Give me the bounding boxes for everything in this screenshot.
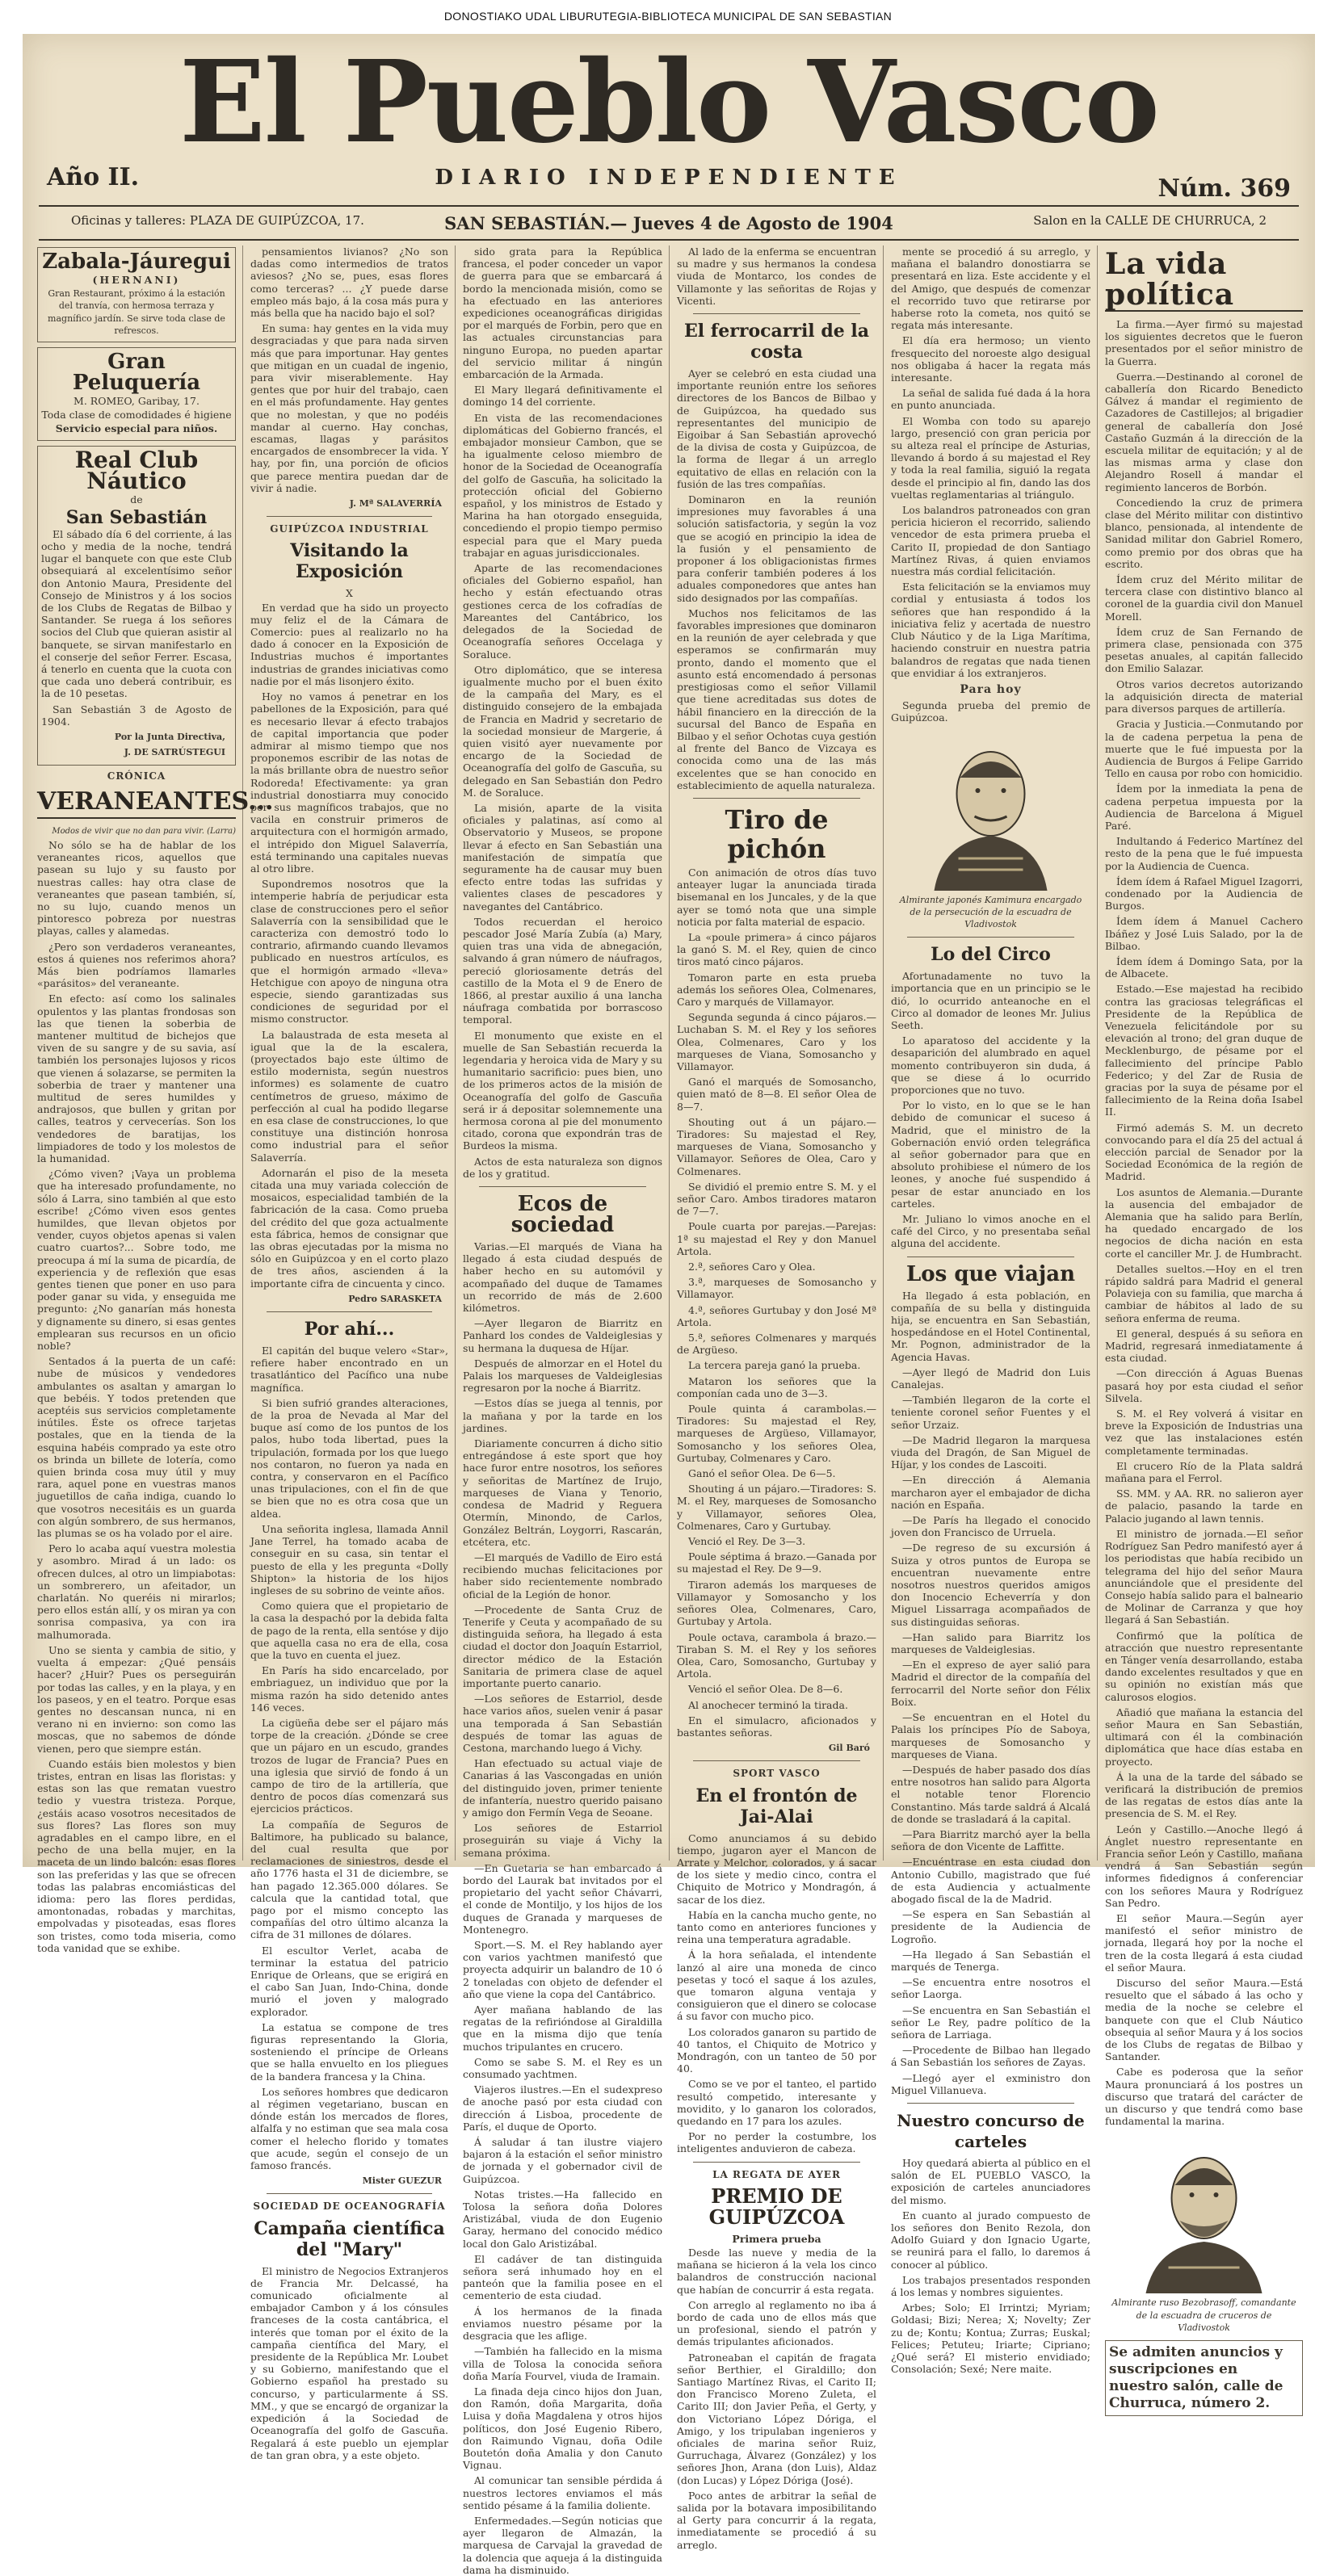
paragraph: El general, después á su señora en Madrid, regresará inmediatamente á esta ciudad. [1105,1327,1303,1365]
ad-title: San Sebastián [65,506,208,528]
signature: J. Mª SALAVERRÍA [349,498,442,510]
paragraph: —De París ha llegado el conocido joven don Francisco de Urruela. [891,1514,1090,1539]
masthead-rule [39,205,1299,207]
paragraph: —En el expreso de ayer salió para Madrid el director de la compañía del ferrocarril del Norte señor don Félix Boix. [891,1659,1090,1708]
paragraph: Ganó el señor Olea. De 6—5. [688,1467,836,1480]
column-4 [677,245,876,2551]
paragraph: La misión, aparte de la visita oficiales y palatinas, así como al Observatorio y Museos, se propone llevar á efecto en San Sebastián una manifestación de simpatía que seguramente ha de causar muy buen efecto entre todas las sufridas y valientes clases de pescadores y navegantes del Cantábrico. [463,801,662,913]
paragraph: Hoy no vamos á penetrar en los pabellones de la Exposición, para qué es necesario llevar á efecto trabajos de capital importancia que poder admirar al mismo tiempo que nos proponemos escribir de las notas de la más brillante obra de nuestro señor Rodoreda! Efectivamente: ya gran industrial donostiarra muy conocido por sus magníficos trabajos, que no vacila en construir primeros de arquitectura con el hormigón armado, el intrépido don Miguel Salaverría, está terminando una capitales nuevas al otro libre. [250,690,448,875]
paragraph: Había en la cancha mucho gente, no tanto como en anteriores funciones y reina una temperatura agradable. [677,1908,876,1946]
paragraph: Otros varios decretos autorizando la adquisición directa de material para diversos parques de artillería. [1105,678,1303,715]
paragraph: Ídem cruz del Mérito militar de tercera clase con distintivo blanco al coronel de la guardia civil don Manuel Morell. [1105,573,1303,623]
paragraph: Como anunciamos á su debido tiempo, jugaron ayer el Mancon de Arrate y Melchor, colorados, y á sacar de los siete y medio cinco, contra el Chiquito de Motrico y Mondragón, á sacar de los diez. [677,1831,876,1906]
ad-text: Servicio especial para niños. [55,422,218,435]
paragraph: —Con dirección á Aguas Buenas pasará hoy por esta ciudad el señor Silvela. [1105,1367,1303,1404]
column-divider [669,245,670,1861]
separator [479,1186,646,1187]
paragraph: La balaustrada de esta meseta al igual que la de la escalera, (proyectados bajo este último de estilo modernista, según nuestros informes) es solamente de cuatro centímetros de grueso, máximo de perfección al cual ha podido llegarse en esa clase de construcciones, lo que constituye una distinción honrosa como industrial para el señor Salaverría. [250,1028,448,1164]
article-title: La vida política [1105,249,1303,312]
dateline-rule [39,239,1299,241]
paragraph: Como quiera que el propietario de la casa la despachó por la debida falta de pago de la renta, ella sentóse y dijo que aquella casa no era de ella, cosa que la tuvo en cuenta el juez. [250,1600,448,1661]
section-label: LA REGATA DE AYER [712,2168,841,2180]
paragraph: Concediendo la cruz de primera clase del Mérito militar con distintivo blanco, pensionada, al intendente de Sanidad militar don Gabriel Romero, como premio por dos obras que ha escrito. [1105,496,1303,570]
ad-text: Gran Restaurant, próximo á la estación del tranvía, con hermosa terraza y magnífico jardín. Se sirve toda clase de refrescos. [48,288,225,336]
paragraph: Segunda segunda á cinco pájaros.—Luchaban S. M. el Rey y los señores Olea, Colmenares, Caro y los marqueses de Viana, Somosancho y Villamayor. [677,1011,876,1072]
article-title: En el frontón de Jai-Alai [695,1785,858,1827]
paragraph: El Womba con todo su aparejo largo, presenció con gran pericia por su alteza real el príncipe de Asturias, llevando á bordo á su majestad el Rey y toda la real familia, siguió la regata desde el principio al fin, dando las dos vueltas reglamentarias al triángulo. [891,414,1090,501]
paragraph: Añadió que mañana la estancia del señor Maura en San Sebastián, ultimará con él la combinación diplomática que hace días estaba en proyecto. [1105,1705,1303,1768]
paragraph: 3.ª, marqueses de Somosancho y Villamayor. [677,1276,876,1301]
paragraph: El monumento que existe en el muelle de San Sebastián recuerda la legendaria y heroica vida de Mary y su humanitario sacrificio: pues bien, uno de los primeros actos de la misión de Oceanografía del golfo de Gascuña será ir á depositar solemnemente una hermosa corona al pie del monumento citado, corona que expondrán tras de Burdeos la misma. [463,1029,662,1152]
article-title: Los que viajan [906,1261,1075,1286]
section-label: GUIPÚZCOA INDUSTRIAL [270,523,429,535]
paragraph: Actos de esta naturaleza son dignos de los y gratitud. [463,1155,662,1180]
paragraph: La compañía de Seguros de Baltimore, ha publicado su balance, del cual resulta que por reclamaciones de siniestros, desde el año 1776 hasta el 31 de diciembre, se han pagado 12.365.000 dólares. Se calcula que la cantidad total, que pago por el mismo concepto las compañías del otro último alcanza la cifra de 31 millones de dólares. [250,1818,448,1941]
paragraph: —Encuéntrase en esta ciudad don Antonio Cubillo, magistrado que fué de esta Audiencia y actualmente abogado fiscal de la de Madrid. [891,1856,1090,1905]
paragraph: La estatua se compone de tres figuras representando la Gloria, sosteniendo el príncipe de Orleans que se halla envuelto en los pliegues de la bandera francesa y la China. [250,2020,448,2083]
paragraph: —Ha llegado á San Sebastián el marqués de Tenerga. [891,1948,1090,1973]
paragraph: Enfermedades.—Según noticias que ayer llegaron de Almazán, la marquesa de Carvajal la gravedad de la dolencia que aqueja á la distinguida dama ha disminuido. [463,2514,662,2576]
paragraph: Ídem por la inmediata la pena de cadena perpetua impuesta por la Audiencia de Barcelona á Miguel Paré. [1105,782,1303,832]
portrait-illustration [899,729,1082,891]
separator [693,798,860,799]
paragraph: Los señores de Estarriol proseguirán su viaje á Vichy la semana próxima. [463,1822,662,1859]
paragraph: La cigüeña debe ser el pájaro más torpe de la creación. ¿Dónde se cree que un pájaro en un escudo, grandes trozos de lugar de Francia? Pues en una iglesia que sirvió de fondo á un campo de tiro de la artillería, que dentro de pocos días comenzará sus ejercicios prácticos. [250,1716,448,1815]
subheading: Para hoy [960,682,1022,696]
paragraph: En verdad que ha sido un proyecto muy feliz el de la Cámara de Comercio: pues al realizarlo no ha dado á conocer en la Exposición de Industrias muchos é importantes industrias de grandes iniciativas como nadie por el más lisonjero éxito. [250,601,448,687]
article-title: Lo del Circo [931,944,1051,966]
paragraph: Aparte de las recomendaciones oficiales del Gobierno español, han hecho y están efectuando otras gestiones cerca de los cofradías de Mareantes del Cantábrico, los delegados de la Sociedad de Oceanografía señores Occelaga y Soraluce. [463,562,662,661]
paragraph: Como se sabe S. M. el Rey es un consumado yachtmen. [463,2055,662,2081]
paragraph: Supondremos nosotros que la intemperie habría de perjudicar esta clase de construcciones pero el señor Salaverría con la sensibilidad que le caracteriza con demostró todo lo contrario, afirmando cuando llevamos publicado en nuestros artículos, es que el hormigón armado «lleva» Hetchigue con apoyo de ninguna otra especie, siendo garantizadas sus condiciones de seguridad por el mismo constructor. [250,878,448,1026]
portrait-bezobrasoff [1113,2132,1295,2293]
paragraph: —Se encuentra entre nosotros el señor Laorga. [891,1976,1090,2001]
paragraph: —Para Biarritz marchó ayer la bella señora de don Vicente de Laffitte. [891,1827,1090,1853]
paragraph: Como se ve por el tanteo, el partido resultó competido, interesante y movidito, y lo ganaron los colorados, quedando en 17 para los azules. [677,2078,876,2127]
article-subtitle: Primera prueba [732,2232,821,2245]
paragraph: Dominaron en la reunión impresiones muy favorables á una solución satisfactoria, y según la voz que se acogió en principio la idea de la fusión y el pensamiento de proponer á los obligacionistas firmes para conferir también poderes á los aduales componedores que antes han sido designados por las compañías. [677,493,876,604]
paragraph: Arbes; Solo; El Irrintzi; Myriam; Goldasi; Bizi; Nerea; X; Novelty; Zer zu de; Kontu; Kontua; Zurras; Euskal; Felices; Petuteu; Iriarte; Cipriano; ¿Qué será? El misterio envidiado; Consolación; Sexé; Nere maite. [891,2301,1090,2376]
paragraph: Poule quinta á carambolas.—Tiradores: Su majestad el Rey, marqueses de Argüeso, Villamayor, Somosancho y los señores Olea, Gurtubay, Colmenares y Caro. [677,1403,876,1464]
paragraph: Firmó además S. M. un decreto convocando para el día 25 del actual á elección parcial de Senador por la Sociedad Económica de la región de Madrid. [1105,1121,1303,1183]
column-6 [1105,245,1303,2412]
paragraph: Al comunicar tan sensible pérdida á nuestros lectores enviamos el más sentido pésame á la familia doliente. [463,2474,662,2511]
archive-banner: DONOSTIAKO UDAL LIBURUTEGIA-BIBLIOTECA MUNICIPAL DE SAN SEBASTIAN [0,0,1336,32]
portrait-kamimura [899,729,1082,891]
paragraph: Los señores hombres que dedicaron al régimen vegetariano, buscan en dónde están los mercados de flores, alfalfa y no estiman que sea mala cosa comer el helecho florido y tomates que acude, según el consejo de un famoso francés. [250,2085,448,2172]
paragraph: Adornarán el piso de la meseta citada una muy variada colección de mosaicos, especialidad también de la fabricación de la casa. Como prueba del crédito del que goza actualmente esta fábrica, hemos de consignar que las obras ejecutadas por la misma no sólo en Guipúzcoa y en el corto plazo de tres años, ascienden á la importante cifra de cincuenta y cinco. [250,1166,448,1290]
paragraph: Confirmó que la política de atracción que nuestro representante en Tánger venía desarrollando, estaba dando excelentes resultados y que en su opinión no existían más que calurosos elogios. [1105,1629,1303,1703]
separator [267,1311,432,1312]
paragraph: Hoy quedará abierta al público en el salón de EL PUEBLO VASCO, la exposición de carteles anunciadores del mismo. [891,2156,1090,2206]
paragraph: 2.ª, señores Caro y Olea. [688,1261,816,1273]
ad-text: Toda clase de comodidades é higiene [41,409,232,422]
paragraph: —El marqués de Vadillo de Eiro está recibiendo muchas felicitaciones por haber sido recientemente nombrado oficial de la Legión de honor. [463,1550,662,1601]
paragraph: En vista de las recomendaciones diplomáticas del Gobierno francés, el embajador monsieur Cambon, que se ha igualmente celoso miembro de honor de la Sociedad de Oceanografía del golfo de Gascuña, ha solicitado la protección oficial del Gobierno español, y los ministros de Estado y Marina ha han otorgado enseguida, concediendo el propio tiempo permiso especial para que el Mary pueda trabajar en aguas jurisdiccionales. [463,411,662,559]
paragraph: En el simulacro, aficionados y bastantes señoras. [677,1714,876,1739]
paragraph: Ganó el marqués de Somosancho, quien mató de 8—8. El señor Olea de 8—7. [677,1076,876,1113]
paragraph: Todos recuerdan el heroico pescador José María Zubía (a) Mary, quien tras una vida de abnegación, salvando á gran número de náufragos, pereció gloriosamente detrás del castillo de la Mota el 9 de Enero de 1866, al prestar auxilio á una lancha náufraga combatida por borrascoso temporal. [463,915,662,1026]
paragraph: No sólo se ha de hablar de los veraneantes ricos, aquellos que pasean su lujo y su fausto por nuestras calles: hay otra clase de veraneantes que pasean también, sí, no su lujo, cuando menos un pintoresco pobreza por nuestras playas, calles y alamedas. [37,838,236,938]
subscription-ad: Se admiten anuncios y suscripciones en nuestro salón, calle de Churruca, número 2. [1105,2340,1303,2416]
separator [693,2162,860,2163]
paragraph: Otro diplomático, que se interesa igualmente mucho por el buen éxito de la campaña del Mary, es el distinguido consejero de la embajada de Francia en Madrid y secretario de la sociedad monsieur de Margerie, á quien visitó ayer nuevamente por encargo de la Sociedad de Oceanografía del golfo de Gascuña, su delegado en San Sebastián don Pedro M. de Soraluce. [463,663,662,799]
signature: Mister GUEZUR [362,2175,442,2187]
paragraph: Viajeros ilustres.—En el sudexpreso de anoche pasó por esta ciudad con dirección á Lisboa, procedente de París, el duque de Oporto. [463,2083,662,2133]
article-title: Por ahí... [304,1319,395,1340]
paragraph: Tiraron además los marqueses de Villamayor y Somosancho y los señores Olea, Colmenares, Caro, Gurtubay y Artola. [677,1578,876,1628]
paragraph: Segunda prueba del premio de Guipúzcoa. [891,699,1090,724]
paragraph: 5.ª, señores Colmenares y marqués de Argüeso. [677,1332,876,1357]
paragraph: Shouting á un pájaro.—Tiradores: S. M. el Rey, marqueses de Somosancho y Villamayor, señores Olea, Colmenares, Caro y Gurtubay. [677,1483,876,1532]
paragraph: El ministro de Negocios Extranjeros de Francia Mr. Delcassé, ha comunicado oficialmente al embajador Cambon y á los cónsules franceses de la costa cantábrica, el interés que toman por el éxito de la campaña científica del Mary, el presidente de la República Mr. Loubet y su Gobierno, manifestando que el Gobierno español ha prestado su concurso, y particularmente á SS. MM., y que se encargó de organizar la expedición á la Sociedad de Oceanografía del golfo de Gascuña. Regalará á este pueblo un ejemplar de tan gran obra, y a este objeto. [250,2264,448,2461]
paragraph: En suma: hay gentes en la vida muy desgraciadas y que para nada sirven más que para importunar. Hay gentes que mitigan en un cuadal de ingenio, para vivir miserablemente. Hay gentes que por huir del trabajo, caen en el más profundamente. Hay gentes que no molestan, y que no podéis mandar al cuerno. Hay conchas, escamas, llagas y parásitos encargados de ensombrecer la vida. Y hay, por fin, una porción de oficios que parece mentira puedan dar de vivir á nadie. [250,322,448,494]
paragraph: Gracia y Justicia.—Conmutando por la de cadena perpetua la pena de muerte que le fué impuesta por la Audiencia de Burgos á Felipe Garrido Tello en causa por robo con homicidio. [1105,718,1303,780]
paragraph: —Ayer llegaron de Biarritz en Panhard los condes de Valdeiglesias y su hermana la duquesa de Híjar. [463,1317,662,1354]
paragraph: Poco antes de arbitrar la señal de salida por la botavara imposibilitando al Gerty para concurrir á la regata, inmediatamente se procedió á su arreglo. [677,2489,876,2551]
paragraph: —De regreso de su excursión á Suiza y otros puntos de Europa se encuentran nuevamente entre nosotros nuestros queridos amigos don Inocencio Echeverría y don Miguel Lissarraga acompañados de sus distinguidas señoras. [891,1542,1090,1628]
paragraph: ¿Pero son verdaderos veraneantes, estos á quienes nos referimos ahora? Más bien podríamos llamarles «parásitos» del veraneante. [37,940,236,990]
paragraph: ¿Cómo viven? ¡Vaya un problema que ha interesado profundamente, no sólo á Larra, sino también al que esto escribe! ¿Cómo viven esos gentes humildes, que llevan objetos por vender, cuyos objetos apenas si valen cuatro cuartos?... Sobre todo, me preocupa á mí la suma de picardía, de experiencia y de reflexión que esas gentes tienen que poner en uso para poder ganar su vida, y enseguida me pregunto: ¿No ganarían más honesta y dignamente su dinero, si esas gentes emplearan sus recursos en un oficio noble? [37,1168,236,1353]
paragraph: Cuando estáis bien molestos y bien tristes, entran en lisas las floristas: y estas son las que rematan vuestro tedio y vuestra tristeza. Porque, ¿estáis acaso vosotros necesitados de sus flores? Las flores son muy agradables en el campo libre, en el pecho de una bella mujer, en la maceta de un lindo balcón: esas flores son las preferidas y las que se ofrecen todas las palabras encomiásticas del idioma: pero las flores perdidas, amontonadas, robadas y marchitas, empolvadas y pisoteadas, esas flores son tristes, como toda miseria, como toda vanidad que se exhibe. [37,1757,236,1954]
paragraph: 4.ª, señores Gurtubay y don José Mª Artola. [677,1303,876,1328]
paragraph: León y Castillo.—Anoche llegó á Ánglet nuestro representante en Francia señor León y Castillo, mañana vendrá á San Sebastián según informes fidedignos á conferenciar con los señores Maura y Rodríguez San Pedro. [1105,1823,1303,1909]
ad-peluqueria [37,347,236,441]
article-title: Campaña científica del "Mary" [254,2217,445,2260]
paragraph: Tomaron parte en esta prueba además los señores Olea, Colmenares, Caro y marqués de Villamayor. [677,971,876,1008]
paragraph: Esta felicitación se la enviamos muy cordial y entusiasta á todos los señores que han respondido á la iniciativa feliz y acertada de nuestro Club Náutico y de la Liga Marítima, haciendo construir en nuestra patria balandros de regatas que nada tienen que envidiar á los extranjeros. [891,581,1090,679]
paragraph: Una señorita inglesa, llamada Annil Jane Terrel, ha tomado acaba de conseguir en su casa, sin tentar el puesto de ella y les pregunta «Dolly Shipton» la historia de los hijos ingleses de su sobrino de veinte años. [250,1522,448,1596]
dateline: SAN SEBASTIÁN.— Jueves 4 de Agosto de 1904 [444,213,893,233]
separator [907,937,1074,938]
paragraph: —También ha fallecido en la misma villa de Tolosa la conocida señora doña María Fourvel, viuda de Iramain. [463,2345,662,2382]
ad-zabala [37,247,236,342]
issue-number: Núm. 369 [1157,174,1291,203]
paragraph: Después de almorzar en el Hotel du Palais los marqueses de Valdeiglesias regresaron por la noche á Biarritz. [463,1357,662,1395]
paragraph: Notas tristes.—Ha fallecido en Tolosa la señora doña Dolores Aristizábal, viuda de don Eugenio Garay, hermano del conocido médico local don Galo Aristizábal. [463,2188,662,2250]
paragraph: El día era hermoso; un viento fresquecito del noroeste algo desigual nos obligaba á hacer la regata más interesante. [891,334,1090,384]
ad-title: Real Club Náutico [74,446,199,494]
portrait-illustration [1113,2132,1295,2293]
paragraph: —También llegaron de la corte el teniente coronel señor Fuentes y el señor Urzaiz. [891,1394,1090,1431]
ad-subtitle: (HERNANI) [92,274,181,286]
paragraph: El capitán del buque velero «Star», refiere haber encontrado en un trasatlántico del Pacífico una nube magnífica. [250,1345,448,1394]
salon-line: Salon en la CALLE DE CHURRUCA, 2 [1033,213,1267,228]
paragraph: —Se encuentra en San Sebastián el señor Le Rey, padre político de la señora de Larriaga. [891,2003,1090,2041]
paragraph: Venció el Rey. De 3—3. [688,1535,806,1548]
paragraph: Pero lo acaba aquí vuestra molestia y asombro. Mirad á un lado: os ofrecen dulces, al otro un limpiabotas: un sombrerero, un afeitador, un charlatán. No queréis ni mirarlos; pero ellos están allí, y os miran ya con sonrisa compasiva, ya con ira malhumorada. [37,1542,236,1641]
paragraph: Indultando á Federico Martínez del resto de la pena que le fué impuesta por la Audiencia de Cuenca. [1105,835,1303,872]
masthead-subtitle: DIARIO INDEPENDIENTE [435,166,903,190]
paragraph: En cuanto al jurado compuesto de los señores don Benito Rezola, don Adolfo Guiard y don Ignacio Ugarte, se reunirá para el fallo, lo daremos á conocer al público. [891,2209,1090,2271]
paragraph: Por lo visto, en lo que se le han debido de comunicar el suceso á Madrid, que el ministro de la Gobernación envió orden telegráfica al señor gobernador para que en absoluto prohibiese el número de los leones, y anoche fué suspendido á pesar de estar anunciado en los carteles. [891,1099,1090,1210]
paragraph: El cadáver de tan distinguida señora será inhumado hoy en el panteón que la familia posee en el cementerio de esta ciudad. [463,2252,662,2302]
paragraph: Lo aparatoso del accidente y la desaparición del alumbrado en aquel momento contribuyeron sin duda, á que se diese á lo ocurrido proporciones que no tuvo. [891,1034,1090,1096]
paragraph: Por no perder la costumbre, los inteligentes anduvieron de cabeza. [677,2130,876,2155]
paragraph: El ministro de jornada.—El señor Rodríguez San Pedro manifestó ayer á los periodistas que había recibido un telegrama del hijo del señor Maura anunciándole que el presidente del Consejo había salido para el balneario de Molinar de Carranza y que hoy llegará á San Sebastián. [1105,1527,1303,1626]
paragraph: —En dirección á Alemania marcharon ayer el embajador de dicha nación en España. [891,1474,1090,1511]
newspaper-page [23,34,1315,2576]
separator [267,2193,432,2194]
paragraph: —Los señores de Estarriol, desde hace varios años, suelen venir á pasar una temporada á San Sebastián después de tomar las aguas de Cestona, marchando luego á Vichy. [463,1693,662,1754]
paragraph: Han efectuado su actual viaje de Canarias á las Vascongadas en unión del distinguido joven, primer teniente de infantería, nuestro querido paisano y amigo don Fermín Vega de Seoane. [463,1757,662,1819]
paragraph: La firma.—Ayer firmó su majestad los siguientes decretos que le fueron presentados por el señor ministro de la Guerra. [1105,318,1303,367]
column-divider [455,245,456,1861]
ad-date: San Sebastián 3 de Agosto de 1904. [41,703,232,728]
paragraph: Patroneaban el capitán de fragata señor Berthier, el Giraldillo; don Santiago Martínez Rivas, el Carito II; don Francisco Moreno Zuleta, el Carito III; don Javier Peña, el Gerty, y don Victoriano López Dóriga, el Amigo, y los tripulaban ingenieros y oficiales de marina señor Ruiz, Gurruchaga, Álvarez (González) y los señores Jhon, Arana (don Luis), Aldaz (don Lucas) y López Dóriga (José). [677,2351,876,2486]
paragraph: Los colorados ganaron su partido de 40 tantos, el Chiquito de Motrico y Mondragón, con un tanteo de 50 por 40. [677,2025,876,2075]
paragraph: Mataron los señores que la componían cada uno de 3—3. [677,1374,876,1399]
paragraph: Si bien sufrió grandes alteraciones, de la proa de Nevada al Mar del buque así como de los puntos de los palos, hubo toda libertad, pues la tripulación, formada por los que luego nos contaron, no fueron ya nada en contra, y conservaron en el Pacífico unas tripulaciones, con el fin de que se bien que no es otra cosa que un aldea. [250,1396,448,1520]
paragraph: Uno se sienta y cambia de sitio, y vuelta á empezar: ¿Qué pensáis hacer? ¿Huir? Pues os perseguirán por todas las calles, y en la playa, y en los paseos, y en el teatro. Porque esas gentes no descansan nunca, ni en verano ni en invierno: son como las moscas, que no sabemos de dónde vienen, pero que siempre están. [37,1643,236,1755]
paragraph: Ayer mañana hablando de las regatas de la refirióndose al Giraldilla que en la misma dijo que tenía muchos tripulantes en crucero. [463,2003,662,2053]
paragraph: Detalles sueltos.—Hoy en el tren rápido saldrá para Madrid el general Polavieja con su familia, que marcha á cambiar de hábitos al lado de su señora enferma de reuma. [1105,1262,1303,1324]
article-title: VERANEANTES... [37,787,236,819]
paragraph: La señal de salida fué dada á la hora en punto anunciada. [891,387,1090,412]
paragraph: Los trabajos presentados responden á los lemas y nombres siguientes. [891,2273,1090,2299]
article-title: PREMIO DE GUIPÚZCOA [708,2184,845,2229]
column-5 [891,245,1090,2376]
column-divider [883,245,884,1861]
column-2 [250,245,448,2461]
separator [267,516,432,517]
paragraph: La «poule primera» á cinco pájaros la ganó S. M. el Rey, quien de cinco tiros mató cinco pájaros. [677,930,876,968]
paragraph: Sentados á la puerta de un café: nube de músicos y vendedores ambulantes os asaltan y amargan lo que bebéis. Y todos pretenden que aceptéis sus servicios completamente inútiles. Éste os ofrece tarjetas postales, que en la tienda de la esquina habéis comprado ya este otro os brinda un billete de lotería, como quien brinda cosa muy útil y muy rara, aquel pone en vuestras manos juguetillos de caña indiga, cuando lo que vosotros necesitáis es un guarda con algún sombrero, de sus hermanos, las plumas se os ha volado por el aire. [37,1355,236,1540]
paragraph: —Después de haber pasado dos días entre nosotros han salido para Algorta el notable tenor Florencio Constantino. Más tarde saldrá á Alcalá de donde se trasladará á la capital. [891,1763,1090,1825]
paragraph: Al lado de la enferma se encuentran su madre y sus hermanos la condesa viuda de Montarco, los condes de Villamonte y las señoritas de Rojas y Vicenti. [677,245,876,307]
column-3 [463,245,662,2576]
paragraph: Ha llegado á esta población, en compañía de su bella y distinguida hija, se encuentra en San Sebastián, hospedándose en el Hotel Continental, Mr. Pognon, administrador de la Agencia Havas. [891,1289,1090,1363]
paragraph: La tercera pareja ganó la prueba. [688,1359,861,1372]
separator [907,2103,1074,2104]
ad-text: de [130,493,143,506]
signature: Pedro SARASKETA [348,1293,442,1304]
article-title: Visitando la Exposición [290,540,409,583]
paragraph: Cabe es poderosa que la señor Maura pronunciará á los postres un discurso que tratará del carácter de un discurso y que tendrá como base fundamental la marina. [1105,2066,1303,2128]
paragraph: Estado.—Ese majestad ha recibido contra las graciosas telegráficas el Presidente de la República de Venezuela felicitándole por su elevación al trono; del gran duque de Mecklenburgo, de pésame por el fallecimiento del príncipe Pablo Federico; y del Zar de Rusia de gracias por la suya de pésame por el fallecimiento de la Reina doña Isabel II. [1105,983,1303,1118]
paragraph: Mr. Juliano lo vimos anoche en el café del Circo, y no presentaba señal alguna del accidente. [891,1212,1090,1250]
paragraph: —De Madrid llegaron la marquesa viuda del Dragón, de San Miguel de Híjar, y los condes de Lascoiti. [891,1433,1090,1471]
paragraph: Afortunadamente no tuvo la importancia que en un principio se le dió, lo ocurrido anteanoche en el Circo al domador de leones Mr. Julius Seeth. [891,970,1090,1031]
masthead-title: El Pueblo Vasco [179,36,1158,169]
paragraph: S. M. el Rey volverá á visitar en breve la Exposición de Industrias una vez que las instalaciones estén completamente terminadas. [1105,1408,1303,1457]
ad-club-nautico [37,446,236,766]
paragraph: Poule séptima á brazo.—Ganada por su majestad el Rey. De 9—9. [677,1550,876,1575]
column-1 [37,245,274,1954]
article-title: Tiro de pichón [725,803,829,864]
ad-address: M. ROMEO, Garibay, 17. [74,395,200,408]
paragraph: —Ayer llegó de Madrid don Luis Canalejas. [891,1366,1090,1391]
paragraph: Los asuntos de Alemania.—Durante la ausencia del embajador de Alemania que ha salido para Berlín, ha quedado encargado de los negocios de dicha nación en esta corte el canciller Mr. J. de Humbracht. [1105,1185,1303,1260]
paragraph: mente se procedió á su arreglo, y mañana el balandro donostiarra se presentará en liza. Este accidente y el del Amigo, que después de comenzar el recorrido tuvo que retirarse por haberse roto la cometa, nos quitó se regata más interesante. [891,245,1090,332]
paragraph: —Se encuentran en el Hotel du Palais los príncipes Pío de Saboya, marqueses de Somosancho y marqueses de Viana. [891,1711,1090,1760]
paragraph: —Estos días se juega al tennis, por la mañana y por la tarde en los jardines. [463,1397,662,1434]
paragraph: Desde las nueve y media de la mañana se hicieron á la vela los cinco balandros de construcción nacional que habían de concurrir á esta regata. [677,2247,876,2296]
column-divider [1097,245,1098,1861]
paragraph: El escultor Verlet, acaba de terminar la estatua del patricio Enrique de Orleans, que se erigirá en el cabo San Juan, Indo-China, donde murió el joven y malogrado explorador. [250,1944,448,2018]
paragraph: Diariamente concurren á dicho sitio entregándose á este sport que hoy hace furor entre nosotros, los señores y señoritas de Martínez de Irujo, marqueses de Viana y Tenorio, condesa de Madrid y Reguera Otermín, Minondo, de Carlos, González Beltrán, Loygorri, Rascarán, etcétera, etc. [463,1437,662,1548]
article-number: X [346,587,353,600]
epigraph: Modos de vivir que no dan para vivir. (Larra) [52,826,236,836]
paragraph: sido grata para la República francesa, el poder conceder un vapor de guerra para que se embarcará á bordo la mencionada misión, como se ha efectuado en las anteriores expediciones oceanográficas dirigidas por el marqués de Forbin, pero que en las actuales circunstancias para ninguno Europa, no pueden apartar del servicio militar á ningún embarcación de la Armada. [463,245,662,381]
paragraph: Varias.—El marqués de Viana ha llegado á esta ciudad después de haber hecho en su automóvil y acompañado del duque de Tamames un recorrido de más de 2.600 kilómetros. [463,1240,662,1315]
ad-by: Por la Junta Directiva, [114,732,225,743]
paragraph: Poule octava, carambola á brazo.—Tiraban S. M. el Rey y los señores Olea, Caro, Somosancho, Gurtubay y Artola. [677,1630,876,1680]
paragraph: —Han salido para Biarritz los marqueses de Valdeiglesias. [891,1630,1090,1656]
ad-signature: J. DE SATRÚSTEGUI [124,747,225,758]
paragraph: SS. MM. y AA. RR. no salieron ayer de palacio, pasando la tarde en Palacio jugando al lawn tennis. [1105,1487,1303,1525]
paragraph: Muchos nos felicitamos de las favorables impresiones que dominaron en la reunión de ayer celebrada y que esperamos se confirmarán muy pronto, dando el momento que el asunto está encomendado á personas prestigiosas como el señor Villamil que tiene acreditadas sus dotes de hábil financiero en la dirección de la sucursal del Banco de España en Bilbao y el señor Ochotas cuya gestión al frente del Banco de Vizcaya es conocida como una de las más excelentes que se han conocido en establecimiento de aquella naturaleza. [677,606,876,791]
paragraph: El señor Maura.—Según ayer manifestó el señor ministro de jornada, llegará hoy por la noche el tren de la costa llegará á esta ciudad el señor Maura. [1105,1911,1303,1974]
paragraph: Poule cuarta por parejas.—Parejas: 1ª su majestad el Rey y don Manuel Artola. [677,1220,876,1257]
paragraph: Se dividió el premio entre S. M. y el señor Caro. Ambos tiradores mataron de 7—7. [677,1180,876,1218]
paragraph: Á la una de la tarde del sábado se verificará la distribución de premios de las regatas de estos días ante la presencia de S. M. el Rey. [1105,1770,1303,1820]
signature: Gil Baró [828,1743,870,1754]
paragraph: El crucero Río de la Plata saldrá mañana para el Ferrol. [1105,1459,1303,1485]
portrait-caption: Almirante ruso Bezobrasoff, comandante de la escuadra de cruceros de Vladivostok [1111,2297,1296,2333]
offices-line: Oficinas y talleres: PLAZA DE GUIPÚZCOA, 17. [71,213,364,228]
section-label: CRÓNICA [107,770,166,782]
ad-title: Gran Peluquería [72,350,201,396]
article-title: Ecos de sociedad [510,1192,615,1238]
paragraph: —Procedente de Santa Cruz de Tenerife y Ceuta y acompañado de su distinguida señora, ha llegado á esta ciudad el doctor don Joaquín Estarriol, director médico de la Estación Sanitaria de primera clase de aquel importante puerto canario. [463,1603,662,1689]
section-label: SPORT VASCO [733,1768,821,1780]
paragraph: Venció el señor Olea. De 8—6. [688,1683,843,1696]
paragraph: La finada deja cinco hijos don Juan, don Ramón, doña Margarita, doña Luisa y doña Magdalena y otros hijos políticos, don José Eugenio Ribero, don Raimundo Vignau, doña Odile Boutetón doña Amalia y don Canuto Vignau. [463,2385,662,2472]
paragraph: Ídem ídem á Domingo Sata, por la de Albacete. [1105,954,1303,980]
issue-year: Año II. [47,163,140,191]
separator [693,313,860,314]
paragraph: Sport.—S. M. el Rey hablando ayer con varios yachtmen manifestó que proyecta adquirir un balandro de 10 ó 2 toneladas con objeto de defender el año que viene la copa del Cantábrico. [463,1939,662,2000]
paragraph: Al anochecer terminó la tirada. [688,1698,848,1711]
ad-body: El sábado día 6 del corriente, á las ocho y media de la noche, tendrá lugar el banquete con que este Club obsequiará al excelentísimo señor don Antonio Maura, Presidente del Consejo de Ministros y á los socios de los Clubs de Regatas de Bilbao y Santander. Se ruega á los señores socios del Club que quieran asistir al banquete, se sirvan manifestarlo en el conserje del señor Ferrer. Escasa, á tenerlo en cuenta que la cuota con que cada uno deberá contribuir, es la de 10 pesetas. [41,527,232,700]
paragraph: En París ha sido encarcelado, por embriaguez, un individuo que por la misma razón ha sido detenido antes 146 veces. [250,1664,448,1714]
paragraph: Á saludar á tan ilustre viajero bajaron á la estación el señor ministro de jornada y el gobernador civil de Guipúzcoa. [463,2136,662,2185]
paragraph: —Procedente de Bilbao han llegado á San Sebastián los señores de Zayas. [891,2044,1090,2069]
paragraph: Con animación de otros días tuvo anteayer lugar la anunciada tirada bisemanal en los Juncales, y de la que ayer se tomó nota que una simple noticia por falta material de espacio. [677,866,876,928]
portrait-caption: Almirante japonés Kamimura encargado de la persecución de la escuadra de Vladivostok [899,894,1082,929]
paragraph: —Llegó ayer el exministro don Miguel Villanueva. [891,2071,1090,2096]
paragraph: —En Guetaria se han embarcado á bordo del Laurak bat invitados por el propietario del yacht señor Chávarri, el conde de Montiljo, y los hijos de los duques de Granada y marqueses de Montenegro. [463,1861,662,1936]
paragraph: Á la hora señalada, el intendente lanzó al aire una moneda de cinco pesetas y tocó el saque á los azules, que tomaron alguna ventaja y consiguieron que el dinero se colocase á su favor con mucho pico. [677,1949,876,2023]
paragraph: Ídem cruz de San Fernando de primera clase, pensionada con 375 pesetas anuales, al capitán fallecido don Emilio Salazar. [1105,625,1303,675]
paragraph: Ídem ídem á Rafael Miguel Izagorri, condenado por la Audiencia de Burgos. [1105,875,1303,913]
paragraph: Los balandros patroneados con gran pericia hicieron el recorrido, saliendo vencedor de esta primera prueba el Carito II, propiedad de don Santiago Martínez Rivas, á quien enviamos nuestra más cordial felicitación. [891,504,1090,578]
article-title: El ferrocarril de la costa [684,321,869,363]
paragraph: Con arreglo al reglamento no iba á bordo de cada uno de ellos más que un profesional, siendo el patrón y demás tripulantes aficionados. [677,2298,876,2348]
paragraph: —Se espera en San Sebastián al presidente de la Audiencia de Logroño. [891,1908,1090,1945]
ad-title: Zabala-Jáuregui [42,250,231,274]
paragraph: El Mary llegará definitivamente el domingo 14 del corriente. [463,384,662,409]
paragraph: Discurso del señor Maura.—Está resuelto que el sábado á las ocho y media de la noche se celebre el banquete con que el Club Náutico obsequia al señor Maura y á los socios de los Clubs de regatas de Bilbao y Santander. [1105,1977,1303,2063]
column-divider [242,245,243,1861]
paragraph: En efecto: así como los salinales opulentos y las plantas frondosas son las que tienen la soberbia de mantener multitud de bichejos que viven de su sangre y de su savia, así también los personajes lujosos y ricos que vienen á solazarse, se permiten la soberbia de traer y mantener una multitud de seres humildes y andrajosos, que bullen y gritan por calles, teatros y cervecerías. Son los vendedores de baratijas, los limpiadores de todo y los molestos de la humanidad. [37,992,236,1164]
paragraph: pensamientos livianos? ¿No son dadas como intermedios de tratos aviesos? ¿No se, pues, esas flores como terceras? ... ¿Y puede darse empleo más bajo, á la cosa más pura y más bella que ha nacido bajo el sol? [250,245,448,320]
section-label: SOCIEDAD DE OCEANOGRAFÍA [253,2201,446,2213]
paragraph: Guerra.—Destinando al coronel de caballería don Ricardo Benedicto Gálvez á mandar el regimiento de Cazadores de Castillejos; al brigadier general de caballería don José Castaño Guzmán á la dirección de la escuela militar de equitación; y al de las mismas arma y clase don Alejandro Rosell á mandar el regimiento lanceros de Borbón. [1105,370,1303,493]
article-title: Nuestro concurso de carteles [897,2110,1085,2151]
separator [693,1760,860,1761]
paragraph: Á los hermanos de la finada enviamos nuestro pésame por la desgracia que les aflige. [463,2305,662,2343]
paragraph: Shouting out á un pájaro.—Tiradores: Su majestad el Rey, marqueses de Viana, Somosancho y Villamayor. Señores de Olea, Caro y Colmenares. [677,1115,876,1177]
paragraph: Ayer se celebró en esta ciudad una importante reunión entre los señores directores de los Bancos de Bilbao y de Guipúzcoa, ha quedado sus representantes del municipio de Eigoibar á San Sebastián aprovechó de la divisa de costa y Guipúzcoa, de la forma de llegar á un arreglo equitativo de ellas en relación con la fusión de las tres compañías. [677,367,876,490]
paragraph: Ídem ídem á Manuel Cachero Ibáñez y José Luis Salado, por la de Bilbao. [1105,915,1303,952]
